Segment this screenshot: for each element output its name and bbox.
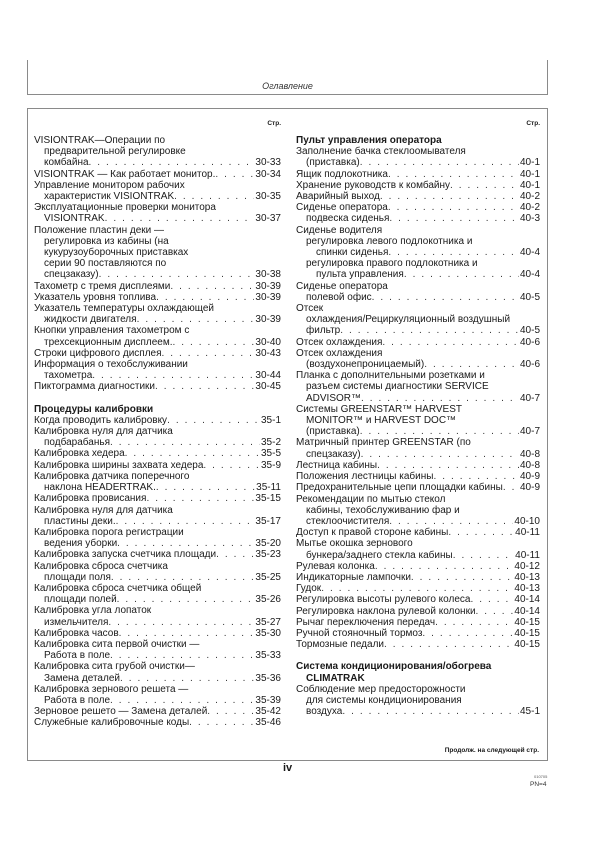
toc-entry-text: разъем системы диагностики SERVICE bbox=[306, 381, 489, 393]
toc-page-ref[interactable]: 30-35 bbox=[255, 191, 281, 203]
continued-note: Продолж. на следующей стр. bbox=[444, 747, 539, 754]
toc-entry-text: Соблюдение мер предосторожности bbox=[296, 683, 466, 695]
dot-leader bbox=[384, 639, 513, 650]
toc-entry-text: воздуха bbox=[306, 706, 343, 718]
toc-page-ref[interactable]: 40-12 bbox=[514, 560, 540, 572]
toc-entry[interactable] bbox=[34, 471, 281, 493]
toc-page-ref[interactable]: 30-44 bbox=[255, 370, 281, 382]
toc-page-ref[interactable]: 40-6 bbox=[519, 359, 540, 371]
toc-entry-text: Зерновое решето — Замена деталей bbox=[34, 706, 208, 718]
toc-entry-text: Системы GREENSTAR™ HARVEST bbox=[296, 403, 462, 415]
toc-page-ref[interactable]: 35-25 bbox=[255, 571, 281, 583]
toc-entry[interactable] bbox=[34, 448, 281, 459]
toc-page-ref[interactable]: 30-33 bbox=[255, 157, 281, 169]
toc-page-ref[interactable]: 45-1 bbox=[519, 706, 540, 718]
toc-entry[interactable] bbox=[34, 359, 281, 381]
toc-entry[interactable] bbox=[296, 561, 540, 572]
toc-section-heading bbox=[296, 135, 540, 146]
toc-page-ref[interactable]: 40-2 bbox=[519, 202, 540, 214]
toc-entry[interactable] bbox=[34, 325, 281, 347]
dot-leader bbox=[424, 359, 519, 370]
dot-leader bbox=[388, 169, 519, 180]
toc-page-ref[interactable]: 35-46 bbox=[255, 717, 281, 729]
toc-page-ref[interactable]: 40-3 bbox=[519, 213, 540, 225]
toc-entry-text: MONITOR™ и HARVEST DOC™ bbox=[306, 415, 457, 427]
dot-leader bbox=[360, 426, 519, 437]
toc-page-ref[interactable]: 40-1 bbox=[519, 168, 540, 180]
toc-section-heading bbox=[296, 661, 540, 683]
toc-entry-text: Эксплуатационные проверки монитора bbox=[34, 202, 216, 214]
toc-page-ref[interactable]: 30-39 bbox=[255, 280, 281, 292]
toc-entry[interactable] bbox=[34, 415, 281, 426]
dot-leader bbox=[110, 695, 254, 706]
dot-leader bbox=[361, 449, 519, 460]
dot-leader bbox=[110, 650, 254, 661]
toc-entry[interactable] bbox=[34, 348, 281, 359]
toc-entry-text: Калибровка сита грубой очистки— bbox=[34, 661, 195, 673]
toc-entry-text: Служебные калибровочные коды bbox=[34, 717, 190, 729]
dot-leader bbox=[155, 381, 254, 392]
toc-entry-text: Информация о техобслуживании bbox=[34, 359, 188, 371]
toc-entry[interactable] bbox=[34, 706, 281, 717]
toc-page-ref[interactable]: 40-5 bbox=[519, 291, 540, 303]
toc-list-left bbox=[34, 135, 281, 729]
toc-entry[interactable] bbox=[296, 482, 540, 493]
toc-entry-text: Гудок bbox=[296, 583, 322, 595]
toc-entry[interactable] bbox=[34, 583, 281, 605]
toc-entry[interactable] bbox=[296, 494, 540, 528]
toc-page-ref[interactable]: 40-8 bbox=[519, 459, 540, 471]
toc-entry-text: предварительной регулировке bbox=[44, 146, 186, 158]
toc-entry[interactable] bbox=[296, 258, 540, 280]
toc-entry[interactable] bbox=[296, 180, 540, 191]
toc-entry-text: Отсек охлаждения bbox=[296, 347, 383, 359]
dot-leader bbox=[321, 583, 513, 594]
dot-leader bbox=[137, 314, 255, 325]
toc-page-ref[interactable]: 35-33 bbox=[255, 650, 281, 662]
toc-entry[interactable] bbox=[296, 594, 540, 605]
toc-page-ref[interactable]: 35-2 bbox=[260, 437, 281, 449]
toc-page-ref[interactable]: 35-17 bbox=[255, 515, 281, 527]
toc-entry[interactable] bbox=[296, 191, 540, 202]
dot-leader bbox=[125, 448, 260, 459]
toc-entry-text: Хранение руководств к комбайну bbox=[296, 179, 451, 191]
toc-page-ref[interactable]: 40-15 bbox=[514, 639, 540, 651]
toc-page-ref[interactable]: 30-39 bbox=[255, 314, 281, 326]
toc-page-ref[interactable]: 40-5 bbox=[519, 325, 540, 337]
toc-entry-text: Ящик подлокотника bbox=[296, 168, 388, 180]
toc-entry-text: пульта управления bbox=[316, 269, 404, 281]
toc-entry-text: Заполнение бачка стеклоомывателя bbox=[296, 146, 466, 158]
section-title: Система кондиционирования/обогрева bbox=[296, 661, 492, 673]
toc-entry-text: Индикаторные лампочки bbox=[296, 571, 411, 583]
toc-entry-text: Отсек bbox=[296, 303, 324, 315]
toc-page-ref[interactable]: 30-39 bbox=[255, 291, 281, 303]
toc-entry[interactable] bbox=[34, 225, 281, 281]
dot-leader bbox=[162, 348, 255, 359]
dot-leader bbox=[388, 247, 519, 258]
toc-entry-text: Положение пластин деки — bbox=[34, 224, 165, 236]
toc-entry-text: Работа в поле bbox=[44, 694, 111, 706]
toc-page-ref[interactable]: 40-1 bbox=[519, 157, 540, 169]
toc-page-ref[interactable]: 35-15 bbox=[255, 493, 281, 505]
toc-entry-text: Сиденье оператора bbox=[296, 280, 388, 292]
toc-entry-text: Ручной стояночный тормоз bbox=[296, 627, 423, 639]
toc-entry[interactable] bbox=[34, 661, 281, 683]
toc-page-ref[interactable]: 35-42 bbox=[255, 706, 281, 718]
toc-entry[interactable] bbox=[296, 236, 540, 258]
toc-entry-text: VISIONTRAK bbox=[44, 213, 105, 225]
toc-page-ref[interactable]: 40-4 bbox=[519, 269, 540, 281]
dot-leader bbox=[99, 269, 255, 280]
toc-entry-text: Управление монитором рабочих bbox=[34, 179, 185, 191]
toc-entry-text: Калибровка провисания bbox=[34, 493, 147, 505]
toc-entry-text: полевой офис bbox=[306, 291, 372, 303]
toc-entry[interactable] bbox=[296, 527, 540, 538]
toc-entry[interactable] bbox=[34, 281, 281, 292]
dot-leader bbox=[476, 606, 514, 617]
toc-entry-text: Калибровка порога регистрации bbox=[34, 526, 184, 538]
dot-leader bbox=[105, 213, 255, 224]
dot-leader bbox=[342, 706, 519, 717]
toc-page-ref[interactable]: 30-40 bbox=[255, 336, 281, 348]
toc-entry[interactable] bbox=[296, 471, 540, 482]
dot-leader bbox=[380, 191, 519, 202]
toc-entry-text: Когда проводить калибровку bbox=[34, 414, 168, 426]
toc-page-ref[interactable]: 35-26 bbox=[255, 594, 281, 606]
toc-entry-text: Регулировка наклона рулевой колонки bbox=[296, 605, 476, 617]
dot-leader bbox=[377, 460, 519, 471]
toc-page-ref[interactable]: 30-37 bbox=[255, 213, 281, 225]
toc-entry-text: Отсек охлаждения bbox=[296, 336, 383, 348]
toc-page-ref[interactable]: 40-9 bbox=[519, 482, 540, 494]
toc-entry[interactable] bbox=[296, 303, 540, 337]
toc-entry[interactable] bbox=[34, 169, 281, 180]
toc-entry-text: Калибровка сброса счетчика bbox=[34, 560, 168, 572]
header-frame bbox=[27, 60, 548, 95]
toc-entry-text: кабины, техобслуживанию фар и bbox=[306, 504, 460, 516]
toc-entry-text: тахометра bbox=[44, 370, 93, 382]
dot-leader bbox=[203, 460, 260, 471]
toc-entry[interactable] bbox=[34, 527, 281, 549]
dot-leader bbox=[388, 202, 519, 213]
toc-entry-text: серии 90 поставляются по bbox=[44, 258, 167, 270]
toc-page-ref[interactable]: 40-11 bbox=[515, 527, 540, 539]
toc-entry[interactable] bbox=[296, 370, 540, 404]
toc-entry[interactable] bbox=[34, 549, 281, 560]
toc-entry[interactable] bbox=[34, 561, 281, 583]
dot-leader bbox=[108, 617, 254, 628]
toc-page-ref[interactable]: 35-1 bbox=[260, 414, 281, 426]
dot-leader bbox=[422, 628, 513, 639]
toc-entry-text: Сиденье оператора bbox=[296, 202, 388, 214]
dot-leader bbox=[117, 538, 254, 549]
toc-page-ref[interactable]: 35-39 bbox=[255, 694, 281, 706]
toc-entry-text: Калибровка зернового решета — bbox=[34, 683, 189, 695]
toc-page-ref[interactable]: 40-7 bbox=[519, 392, 540, 404]
toc-page-ref[interactable]: 35-20 bbox=[255, 538, 281, 550]
toc-entry[interactable] bbox=[34, 202, 281, 224]
toc-page-ref[interactable]: 40-15 bbox=[514, 627, 540, 639]
toc-entry-text: Калибровка сброса счетчика общей bbox=[34, 582, 202, 594]
toc-entry-text: для системы кондиционирования bbox=[306, 694, 462, 706]
toc-entry-text: бункера/заднего стекла кабины bbox=[306, 549, 453, 561]
toc-entry[interactable] bbox=[34, 493, 281, 504]
toc-entry[interactable] bbox=[34, 135, 281, 169]
toc-page-ref[interactable]: 40-10 bbox=[514, 515, 540, 527]
toc-page-ref[interactable]: 40-11 bbox=[515, 549, 540, 561]
dot-leader bbox=[156, 482, 255, 493]
toc-entry-text: Регулировка высоты рулевого колеса bbox=[296, 594, 471, 606]
toc-entry-text: Рулевая колонка bbox=[296, 560, 375, 572]
toc-entry-text: Работа в поле bbox=[44, 650, 111, 662]
toc-entry-text: Калибровка хедера bbox=[34, 448, 125, 460]
toc-page-ref[interactable]: 40-2 bbox=[519, 191, 540, 203]
toc-entry[interactable] bbox=[34, 639, 281, 661]
dot-leader bbox=[372, 292, 519, 303]
toc-entry[interactable] bbox=[296, 437, 540, 459]
toc-entry-text: Калибровка нуля для датчика bbox=[34, 426, 173, 438]
toc-entry-text: Рекомендации по мытью стекол bbox=[296, 493, 446, 505]
pn-label: PN=4 bbox=[530, 781, 547, 788]
toc-page-ref[interactable]: 35-11 bbox=[256, 482, 281, 494]
toc-entry-text: Положения лестницы кабины bbox=[296, 471, 434, 483]
section-title: Пульт управления оператора bbox=[296, 135, 442, 146]
dot-leader bbox=[215, 169, 254, 180]
toc-entry-text: Тормозные педали bbox=[296, 639, 384, 651]
toc-page-ref[interactable]: 40-6 bbox=[519, 336, 540, 348]
dot-leader bbox=[389, 516, 513, 527]
dot-leader bbox=[404, 269, 519, 280]
toc-entry[interactable] bbox=[296, 684, 540, 718]
dot-leader bbox=[453, 550, 514, 561]
toc-entry-text: Матричный принтер GREENSTAR (по bbox=[296, 437, 471, 449]
toc-entry[interactable] bbox=[296, 337, 540, 348]
toc-entry-text: Калибровка датчика поперечного bbox=[34, 470, 190, 482]
section-title-continued: CLIMATRAK bbox=[306, 672, 365, 684]
toc-entry-text: ADVISOR™ bbox=[306, 392, 362, 404]
toc-page-ref[interactable]: 30-34 bbox=[255, 168, 281, 180]
toc-entry-text: регулировка правого подлокотника и bbox=[306, 258, 478, 270]
toc-page-ref[interactable]: 40-15 bbox=[514, 616, 540, 628]
dot-leader bbox=[382, 337, 519, 348]
toc-entry[interactable] bbox=[34, 426, 281, 448]
toc-entry-text: Кнопки управления тахометром с bbox=[34, 325, 190, 337]
toc-page-ref[interactable]: 35-9 bbox=[260, 459, 281, 471]
dot-leader bbox=[170, 281, 254, 292]
toc-page-ref[interactable]: 40-9 bbox=[519, 471, 540, 483]
toc-entry-text: Калибровка нуля для датчика bbox=[34, 504, 173, 516]
toc-entry[interactable] bbox=[296, 460, 540, 471]
header-title: Оглавление bbox=[262, 81, 313, 91]
dot-leader bbox=[174, 191, 254, 202]
toc-page-ref[interactable]: 35-5 bbox=[260, 448, 281, 460]
toc-entry[interactable] bbox=[296, 583, 540, 594]
page-column-label: Стр. bbox=[267, 120, 281, 127]
toc-entry-text: Строки цифрового дисплея bbox=[34, 347, 162, 359]
toc-entry-text: Планка с дополнительными розетками и bbox=[296, 370, 485, 382]
toc-entry-text: подбарабанья bbox=[44, 437, 110, 449]
toc-entry-text: Калибровка часов bbox=[34, 627, 119, 639]
toc-entry-text: Калибровка угла лопаток bbox=[34, 605, 152, 617]
toc-entry-text: наклона HEADERTRAK. bbox=[44, 482, 156, 494]
toc-entry-text: Предохранительные цепи площадки кабины bbox=[296, 482, 503, 494]
toc-page-ref[interactable]: 40-4 bbox=[519, 247, 540, 259]
toc-entry[interactable] bbox=[34, 303, 281, 325]
toc-entry-text: Калибровка сита первой очистки — bbox=[34, 638, 200, 650]
toc-entry-text: Калибровка запуска счетчика площади bbox=[34, 549, 217, 561]
toc-entry-text: трехсекционным дисплеем. bbox=[44, 336, 173, 348]
toc-page-ref[interactable]: 35-30 bbox=[255, 627, 281, 639]
dot-leader bbox=[433, 471, 519, 482]
toc-entry-text: стеклоочистителя bbox=[306, 515, 390, 527]
toc-frame bbox=[27, 108, 548, 761]
toc-entry-text: Тахометр с тремя дисплеями bbox=[34, 280, 171, 292]
dot-leader bbox=[375, 561, 514, 572]
toc-entry[interactable] bbox=[296, 404, 540, 438]
toc-entry-text: Аварийный выход bbox=[296, 191, 380, 203]
toc-entry-text: Лестница кабины bbox=[296, 459, 378, 471]
toc-page-ref[interactable]: 40-7 bbox=[519, 426, 540, 438]
toc-entry-text: спецзаказу) bbox=[44, 269, 99, 281]
toc-entry[interactable] bbox=[34, 505, 281, 527]
page-number: iv bbox=[283, 762, 293, 774]
toc-entry-text: подвеска сиденья bbox=[306, 213, 390, 225]
toc-entry-text: фильтр bbox=[306, 325, 341, 337]
toc-entry-text: кукурузоуборочных приставках bbox=[44, 247, 189, 259]
dot-leader bbox=[411, 572, 514, 583]
toc-page-ref[interactable]: 40-14 bbox=[514, 594, 540, 606]
dot-leader bbox=[167, 415, 260, 426]
toc-entry[interactable] bbox=[296, 572, 540, 583]
toc-entry-text: Указатель температуры охлаждающей bbox=[34, 303, 214, 315]
dot-leader bbox=[470, 594, 513, 605]
dot-leader bbox=[146, 493, 254, 504]
dot-leader bbox=[360, 157, 519, 168]
toc-entry-text: (приставка) bbox=[306, 426, 360, 438]
toc-entry[interactable] bbox=[34, 180, 281, 202]
dot-leader bbox=[435, 617, 513, 628]
toc-page-ref[interactable]: 40-13 bbox=[514, 583, 540, 595]
dot-leader bbox=[110, 437, 260, 448]
toc-entry-text: площади полей bbox=[44, 594, 117, 606]
toc-entry[interactable] bbox=[296, 146, 540, 168]
toc-entry-text: (приставка) bbox=[306, 157, 360, 169]
toc-entry-text: Доступ к правой стороне кабины bbox=[296, 527, 449, 539]
toc-page-ref[interactable]: 35-23 bbox=[255, 549, 281, 561]
dot-leader bbox=[116, 516, 255, 527]
toc-entry[interactable] bbox=[296, 538, 540, 560]
dot-leader bbox=[120, 673, 254, 684]
toc-entry[interactable] bbox=[296, 617, 540, 628]
dot-leader bbox=[450, 180, 519, 191]
dot-leader bbox=[189, 717, 254, 728]
toc-entry-text: комбайна bbox=[44, 157, 89, 169]
dot-leader bbox=[503, 482, 519, 493]
document-code: 010705 bbox=[534, 774, 548, 779]
dot-leader bbox=[119, 628, 255, 639]
toc-entry-text: Пиктограмма диагностики bbox=[34, 381, 155, 393]
toc-page-ref[interactable]: 30-38 bbox=[255, 269, 281, 281]
toc-entry[interactable] bbox=[296, 202, 540, 213]
toc-entry-text: жидкости двигателя bbox=[44, 314, 137, 326]
toc-entry-text: измельчителя bbox=[44, 616, 109, 628]
toc-entry-text: пластины деки. bbox=[44, 515, 116, 527]
toc-list-right bbox=[296, 135, 540, 717]
toc-section-heading bbox=[34, 404, 281, 415]
toc-entry-text: регулировка из кабины (на bbox=[44, 235, 169, 247]
toc-entry[interactable] bbox=[296, 639, 540, 650]
toc-entry[interactable] bbox=[296, 281, 540, 303]
toc-page-ref[interactable]: 35-36 bbox=[255, 672, 281, 684]
toc-entry[interactable] bbox=[34, 628, 281, 639]
toc-page-ref[interactable]: 40-8 bbox=[519, 448, 540, 460]
dot-leader bbox=[361, 393, 519, 404]
dot-leader bbox=[207, 706, 254, 717]
toc-entry[interactable] bbox=[34, 460, 281, 471]
toc-entry[interactable] bbox=[34, 381, 281, 392]
dot-leader bbox=[117, 594, 255, 605]
toc-entry-text: Указатель уровня топлива bbox=[34, 291, 157, 303]
toc-page-ref[interactable]: 40-13 bbox=[514, 571, 540, 583]
toc-entry[interactable] bbox=[296, 213, 540, 224]
toc-entry-text: Калибровка ширины захвата хедера bbox=[34, 459, 204, 471]
toc-page-ref[interactable]: 30-45 bbox=[255, 381, 281, 393]
toc-entry[interactable] bbox=[296, 628, 540, 639]
dot-leader bbox=[156, 292, 254, 303]
dot-leader bbox=[92, 370, 254, 381]
toc-page-ref[interactable]: 40-14 bbox=[514, 605, 540, 617]
toc-entry[interactable] bbox=[34, 717, 281, 728]
dot-leader bbox=[340, 325, 519, 336]
dot-leader bbox=[448, 527, 514, 538]
section-title: Процедуры калибровки bbox=[34, 403, 154, 415]
toc-entry-text: Замена деталей bbox=[44, 672, 120, 684]
toc-entry-text: спецзаказу) bbox=[306, 448, 361, 460]
toc-entry-text: охлаждения/Рециркуляционный воздушный bbox=[306, 314, 511, 326]
dot-leader bbox=[389, 213, 519, 224]
toc-entry-text: ведения уборки bbox=[44, 538, 118, 550]
toc-entry-text: регулировка левого подлокотника и bbox=[306, 235, 473, 247]
toc-entry-text: Сиденье водителя bbox=[296, 224, 383, 236]
toc-entry[interactable] bbox=[296, 169, 540, 180]
dot-leader bbox=[216, 549, 254, 560]
toc-entry[interactable] bbox=[34, 605, 281, 627]
dot-leader bbox=[173, 337, 255, 348]
toc-entry-text: VISIONTRAK—Операции по bbox=[34, 135, 166, 146]
toc-entry-text: спинки сиденья bbox=[316, 247, 389, 259]
toc-entry-text: VISIONTRAK — Как работает монитор. bbox=[34, 168, 216, 180]
toc-page-ref[interactable]: 40-1 bbox=[519, 179, 540, 191]
dot-leader bbox=[111, 572, 255, 583]
toc-entry-text: площади поля bbox=[44, 571, 111, 583]
toc-entry[interactable] bbox=[296, 348, 540, 370]
toc-entry-text: Мытье окошка зернового bbox=[296, 538, 413, 550]
toc-entry[interactable] bbox=[296, 225, 540, 236]
toc-page-ref[interactable]: 35-27 bbox=[255, 616, 281, 628]
toc-entry[interactable] bbox=[34, 684, 281, 706]
toc-entry[interactable] bbox=[34, 292, 281, 303]
dot-leader bbox=[89, 157, 255, 168]
toc-entry-text: Рычаг переключения передач bbox=[296, 616, 436, 628]
toc-entry[interactable] bbox=[296, 606, 540, 617]
toc-entry-text: (воздухонепроницаемый) bbox=[306, 359, 425, 371]
toc-page-ref[interactable]: 30-43 bbox=[255, 347, 281, 359]
toc-entry-text: характеристик VISIONTRAK bbox=[44, 191, 175, 203]
page-column-label: Стр. bbox=[526, 120, 540, 127]
